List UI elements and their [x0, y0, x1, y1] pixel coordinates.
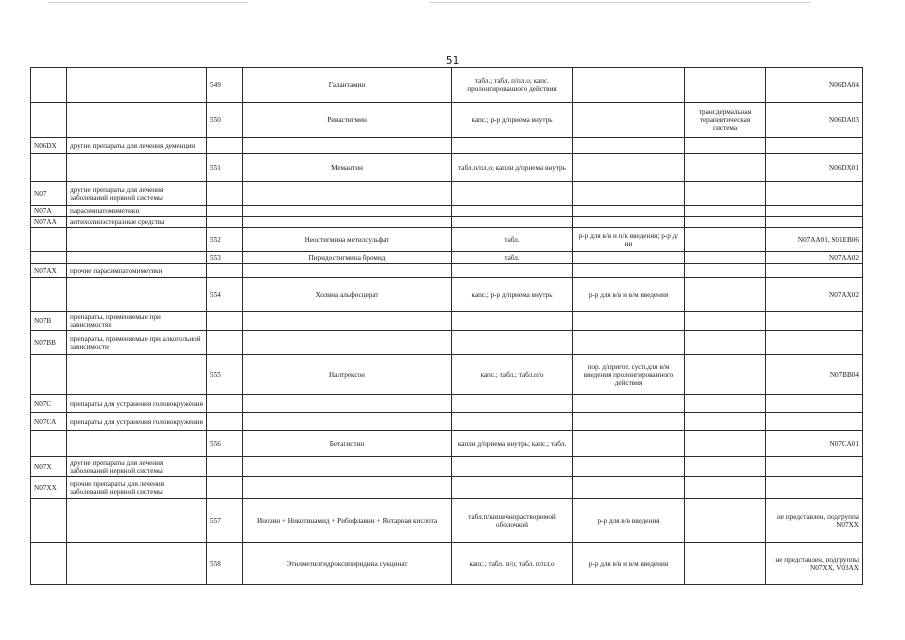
dosage-form-extra [573, 477, 685, 499]
drug-name [243, 395, 452, 413]
atc-code [766, 312, 863, 331]
atc-group-code [31, 431, 67, 457]
table-row [31, 264, 863, 278]
drug-name [243, 182, 452, 206]
group-description [67, 103, 207, 138]
item-number: 549 [207, 68, 243, 103]
item-number [207, 138, 243, 154]
dosage-form-extra [573, 68, 685, 103]
atc-group-code: N07XX [31, 477, 67, 499]
table-row [31, 312, 863, 331]
dosage-form [452, 457, 573, 477]
atc-code: не представлен, подгруппы N07XX, V03AX [766, 543, 863, 585]
dosage-form-extra [573, 103, 685, 138]
atc-group-code [31, 228, 67, 252]
group-description: препараты, применяемые при алкогольной зависимости [67, 331, 207, 355]
item-number [207, 264, 243, 278]
dosage-form-extra [573, 264, 685, 278]
table-row [31, 477, 863, 499]
drug-name: Холина альфосцерат [243, 278, 452, 312]
drug-name [243, 477, 452, 499]
item-number: 556 [207, 431, 243, 457]
atc-code: N07CA01 [766, 431, 863, 457]
dosage-form-other [685, 182, 766, 206]
table-row [31, 413, 863, 431]
dosage-form-other [685, 413, 766, 431]
group-description [67, 543, 207, 585]
atc-group-code [31, 252, 67, 264]
atc-group-code: N07B [31, 312, 67, 331]
group-description: другие препараты для лечения заболеваний нервной системы [67, 182, 207, 206]
dosage-form-extra [573, 217, 685, 228]
atc-code [766, 217, 863, 228]
dosage-form-extra [573, 252, 685, 264]
top-scan-line [48, 2, 248, 3]
group-description: другие препараты для лечения деменции [67, 138, 207, 154]
table-row [31, 138, 863, 154]
group-description [67, 252, 207, 264]
atc-group-code: N07AX [31, 264, 67, 278]
item-number [207, 182, 243, 206]
table-row [31, 182, 863, 206]
item-number [207, 395, 243, 413]
table-row [31, 543, 863, 585]
group-description: препараты, применяемые при зависимостях [67, 312, 207, 331]
group-description: препараты для устранения головокружения [67, 413, 207, 431]
drug-name [243, 331, 452, 355]
dosage-form-other [685, 217, 766, 228]
dosage-form-extra [573, 395, 685, 413]
item-number: 558 [207, 543, 243, 585]
dosage-form: табл. [452, 228, 573, 252]
atc-code [766, 395, 863, 413]
table-row [31, 217, 863, 228]
item-number: 554 [207, 278, 243, 312]
dosage-form-other [685, 228, 766, 252]
atc-code [766, 182, 863, 206]
atc-code: N06DA03 [766, 103, 863, 138]
dosage-form [452, 217, 573, 228]
drug-name [243, 217, 452, 228]
item-number: 551 [207, 154, 243, 182]
table-row [31, 395, 863, 413]
dosage-form-other [685, 206, 766, 217]
dosage-form: табл. [452, 252, 573, 264]
dosage-form-other [685, 543, 766, 585]
atc-group-code: N07A [31, 206, 67, 217]
dosage-form-extra [573, 413, 685, 431]
group-description [67, 68, 207, 103]
dosage-form-extra [573, 457, 685, 477]
atc-group-code: N07BB [31, 331, 67, 355]
atc-group-code [31, 499, 67, 543]
drug-name: Этилметилгидроксипиридина сукцинат [243, 543, 452, 585]
atc-code: N06DX01 [766, 154, 863, 182]
item-number [207, 413, 243, 431]
drug-name: Инозин + Никотинамид + Рибофлавин + Янтарная кислота [243, 499, 452, 543]
drug-name [243, 206, 452, 217]
dosage-form-other [685, 477, 766, 499]
atc-code [766, 457, 863, 477]
dosage-form: табл.п/кишечнорастворимой оболочкой [452, 499, 573, 543]
dosage-form-other [685, 312, 766, 331]
dosage-form: капли д/приема внутрь; капс.; табл. [452, 431, 573, 457]
atc-group-code: N07AA [31, 217, 67, 228]
dosage-form-extra: р-р для в/в и п/к введения; р-р д/ин [573, 228, 685, 252]
drug-name [243, 457, 452, 477]
group-description: прочие препараты для лечения заболеваний нервной системы [67, 477, 207, 499]
dosage-form: капс.; р-р д/приема внутрь [452, 278, 573, 312]
item-number [207, 206, 243, 217]
group-description [67, 278, 207, 312]
drug-name [243, 312, 452, 331]
dosage-form [452, 264, 573, 278]
dosage-form-other [685, 355, 766, 395]
item-number [207, 217, 243, 228]
atc-group-code: N06DX [31, 138, 67, 154]
dosage-form-extra [573, 431, 685, 457]
atc-group-code: N07 [31, 182, 67, 206]
dosage-form [452, 182, 573, 206]
dosage-form-extra: р-р для в/в и в/м введения [573, 543, 685, 585]
item-number: 557 [207, 499, 243, 543]
drug-name [243, 138, 452, 154]
atc-group-code [31, 355, 67, 395]
atc-code: N06DA04 [766, 68, 863, 103]
group-description [67, 499, 207, 543]
dosage-form: капс.; табл.; табл.п/о [452, 355, 573, 395]
atc-group-code: N07X [31, 457, 67, 477]
drug-name: Галантамин [243, 68, 452, 103]
dosage-form-other [685, 68, 766, 103]
item-number: 552 [207, 228, 243, 252]
dosage-form-other [685, 395, 766, 413]
item-number [207, 477, 243, 499]
dosage-form [452, 206, 573, 217]
page-number: 51 [445, 54, 460, 67]
dosage-form-extra [573, 154, 685, 182]
table-row [31, 252, 863, 264]
drug-name: Налтрексон [243, 355, 452, 395]
group-description: антихолинэстеразные средства [67, 217, 207, 228]
drug-name [243, 264, 452, 278]
table-row [31, 355, 863, 395]
atc-code [766, 206, 863, 217]
table-row [31, 499, 863, 543]
dosage-form-other [685, 457, 766, 477]
atc-code: N07AA02 [766, 252, 863, 264]
group-description: другие препараты для лечения заболеваний нервной системы [67, 457, 207, 477]
dosage-form-other [685, 278, 766, 312]
item-number [207, 312, 243, 331]
table-row [31, 228, 863, 252]
table-row [31, 457, 863, 477]
drug-table [30, 67, 863, 585]
dosage-form-extra [573, 138, 685, 154]
atc-code [766, 264, 863, 278]
drug-name: Пиридостигмина бромид [243, 252, 452, 264]
dosage-form-other: трансдермальная терапевтическая система [685, 103, 766, 138]
atc-group-code [31, 68, 67, 103]
dosage-form-extra: р-р для в/в введения [573, 499, 685, 543]
group-description [67, 431, 207, 457]
dosage-form: табл.; табл. п/пл.о; капс. пролонгированного действия [452, 68, 573, 103]
dosage-form [452, 138, 573, 154]
dosage-form [452, 477, 573, 499]
group-description [67, 355, 207, 395]
table-row [31, 278, 863, 312]
table-row [31, 206, 863, 217]
atc-group-code: N07C [31, 395, 67, 413]
group-description: препараты для устранения головокружения [67, 395, 207, 413]
item-number: 553 [207, 252, 243, 264]
dosage-form-extra [573, 331, 685, 355]
atc-code: N07AX02 [766, 278, 863, 312]
drug-name [243, 413, 452, 431]
top-scan-line-right [430, 2, 810, 3]
atc-code: N07BB04 [766, 355, 863, 395]
group-description [67, 154, 207, 182]
atc-code [766, 413, 863, 431]
group-description [67, 228, 207, 252]
atc-group-code: N07CA [31, 413, 67, 431]
dosage-form [452, 312, 573, 331]
dosage-form-extra [573, 206, 685, 217]
drug-name: Неостигмина метилсульфат [243, 228, 452, 252]
atc-group-code [31, 543, 67, 585]
atc-code [766, 477, 863, 499]
dosage-form [452, 395, 573, 413]
item-number [207, 457, 243, 477]
atc-code [766, 331, 863, 355]
item-number [207, 331, 243, 355]
dosage-form-extra [573, 182, 685, 206]
atc-code [766, 138, 863, 154]
table-row [31, 331, 863, 355]
dosage-form [452, 413, 573, 431]
table-row [31, 431, 863, 457]
table-row [31, 154, 863, 182]
table-row [31, 103, 863, 138]
dosage-form-other [685, 138, 766, 154]
dosage-form: капс.; табл. п/о; табл. п/пл.о [452, 543, 573, 585]
drug-name: Ривастигмин [243, 103, 452, 138]
atc-group-code [31, 103, 67, 138]
atc-code: не представлен, подгруппа N07XX [766, 499, 863, 543]
drug-name: Бетагистин [243, 431, 452, 457]
table-row [31, 68, 863, 103]
dosage-form-other [685, 252, 766, 264]
item-number: 550 [207, 103, 243, 138]
group-description: парасимпатомиметики [67, 206, 207, 217]
dosage-form-other [685, 331, 766, 355]
dosage-form: табл.п/пл.о; капли д/приема внутрь [452, 154, 573, 182]
drug-name: Мемантин [243, 154, 452, 182]
item-number: 555 [207, 355, 243, 395]
dosage-form [452, 331, 573, 355]
dosage-form-other [685, 499, 766, 543]
atc-group-code [31, 278, 67, 312]
dosage-form-other [685, 431, 766, 457]
group-description: прочие парасимпатомиметики [67, 264, 207, 278]
dosage-form-extra: пор. д/пригот. сусп.для в/м введения пролонгированного действия [573, 355, 685, 395]
atc-code: N07AA01, S01EB06 [766, 228, 863, 252]
dosage-form-other [685, 264, 766, 278]
dosage-form-extra [573, 312, 685, 331]
atc-group-code [31, 154, 67, 182]
dosage-form-other [685, 154, 766, 182]
dosage-form-extra: р-р для в/в и в/м введения [573, 278, 685, 312]
dosage-form: капс.; р-р д/приема внутрь [452, 103, 573, 138]
